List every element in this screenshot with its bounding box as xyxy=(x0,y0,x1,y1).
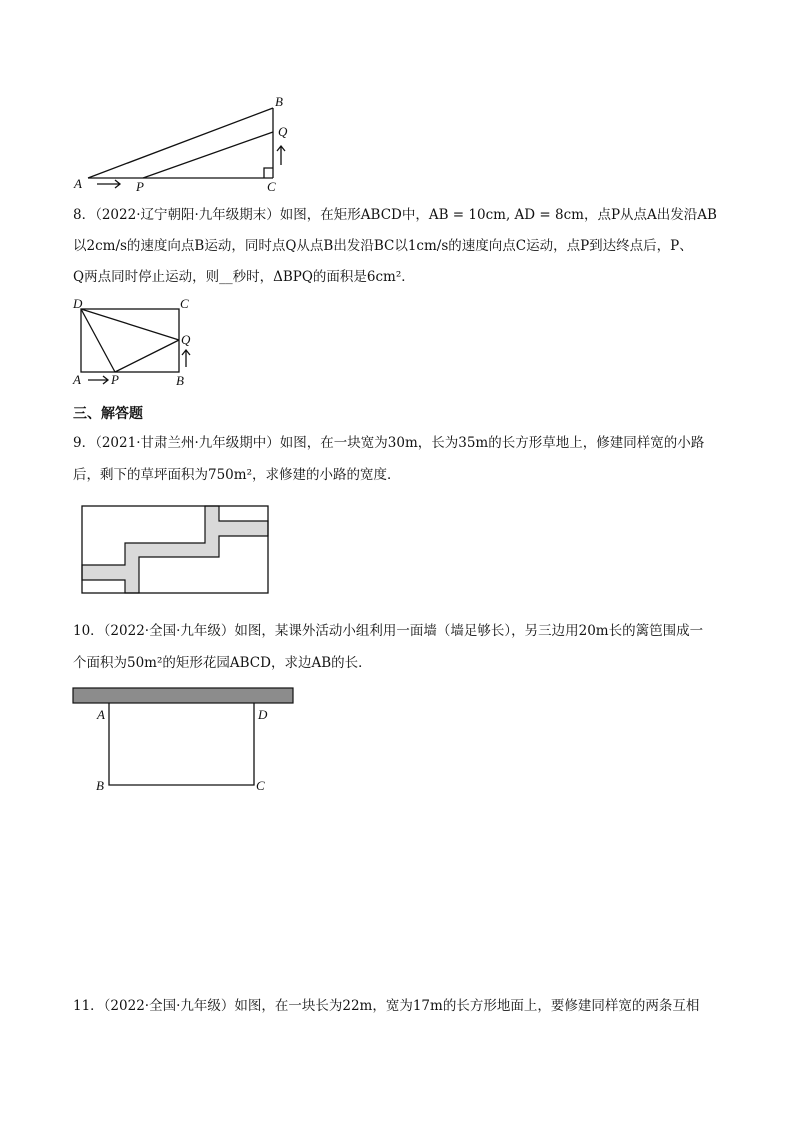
label-P: P xyxy=(111,372,119,387)
label-B: B xyxy=(96,778,104,793)
label-A: A xyxy=(97,707,105,722)
label-D: D xyxy=(258,707,268,722)
section-heading: 三、解答题 xyxy=(73,406,143,422)
q9-line-1: 9．（2021·甘肃兰州·九年级期中）如图，在一块宽为30m，长为35m的长方形草地上，修建同样宽的小路 xyxy=(73,435,705,451)
label-Q: Q xyxy=(278,124,288,139)
q8-line-1: 8．（2022·辽宁朝阳·九年级期末）如图，在矩形ABCD中，AB = 10cm, AD = 8cm，点P从点A出发沿AB xyxy=(73,207,717,223)
q10-line-1: 10．（2022·全国·九年级）如图，某课外活动小组利用一面墙（墙足够长），另三边用20m长的篱笆围成一 xyxy=(73,623,704,639)
label-C: C xyxy=(180,296,189,311)
label-C: C xyxy=(267,179,276,194)
q8-line-2: 以2cm/s的速度向点B运动，同时点Q从点B出发沿BC以1cm/s的速度向点C运动，点P到达终点后，P、 xyxy=(73,238,693,254)
label-D: D xyxy=(73,296,83,311)
label-Q: Q xyxy=(181,332,191,347)
label-P: P xyxy=(136,179,144,194)
label-B: B xyxy=(275,94,283,109)
label-C: C xyxy=(256,778,265,793)
q10-line-2: 个面积为50m²的矩形花园ABCD，求边AB的长． xyxy=(73,655,372,671)
label-B: B xyxy=(176,373,184,388)
q11-line-1: 11．（2022·全国·九年级）如图，在一块长为22m，宽为17m的长方形地面上，要修建同样宽的两条互相 xyxy=(73,998,700,1014)
label-A: A xyxy=(74,176,82,191)
q9-line-2: 后，剩下的草坪面积为750m²，求修建的小路的宽度． xyxy=(73,467,401,483)
q8-line-3: Q两点同时停止运动，则__秒时，ΔBPQ的面积是6cm²． xyxy=(73,269,415,285)
label-A: A xyxy=(73,372,81,387)
